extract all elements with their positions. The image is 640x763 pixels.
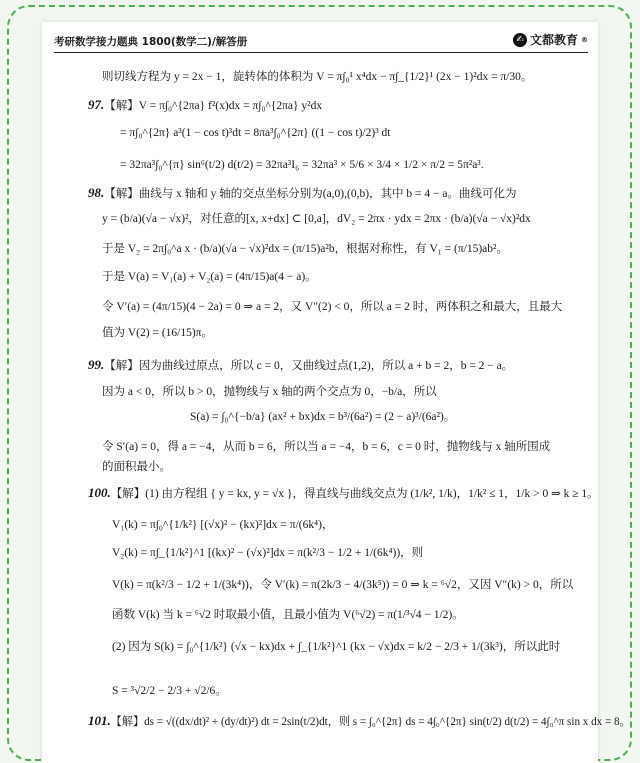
brand-name: 文都教育 <box>529 33 578 47</box>
solution-text: 令 V′(a) = (4π/15)(4 − 2a) = 0 ⇒ a = 2，又 V″(2) < 0，所以 a = 2 时，两体积之和最大，且最大 <box>102 301 563 313</box>
solution-line <box>102 460 171 474</box>
solution-line <box>112 518 333 532</box>
solution-line <box>102 212 531 226</box>
problem-number: 97. <box>88 97 105 112</box>
solution-line <box>112 640 560 654</box>
solution-text: 则切线方程为 y = 2x − 1，旋转体的体积为 V = π∫₀¹ x⁴dx − π∫_{1/2}¹ (2x − 1)²dx = π/30。 <box>102 71 533 83</box>
solution-line <box>102 300 562 314</box>
solution-text: V(k) = π(k²/3 − 1/2 + 1/(3k⁴))，令 V′(k) = π(2k/3 − 4/(3k⁵)) = 0 ⇒ k = ⁶√2，又因 V″(k) > 0，所以 <box>112 579 574 591</box>
solution-line <box>88 714 631 729</box>
brand-logo <box>513 31 588 48</box>
problem-number: 100. <box>88 485 111 500</box>
solution-text: V₁(k) = π∫₀^{1/k²} [(√x)² − (kx)²]dx = π/(6k⁴)， <box>112 519 334 531</box>
registered-mark: ® <box>581 35 588 44</box>
solution-line <box>102 440 550 454</box>
solution-line <box>88 98 322 113</box>
solution-line <box>102 270 317 284</box>
solution-line <box>88 358 513 373</box>
solution-text: = π∫₀^{2π} a³(1 − cos t)³dt = 8πa³∫₀^{2π} ((1 − cos t)/2)³ dt <box>120 127 391 139</box>
problem-number: 99. <box>88 357 105 372</box>
solution-text: S(a) = ∫₀^{−b/a} (ax² + bx)dx = b³/(6a²) = (2 − a)³/(6a²)。 <box>190 411 456 423</box>
page-header <box>54 30 588 53</box>
solution-text: 于是 V₂ = 2π∫₀^a x · (b/a)(√a − √x)²dx = (π/15)a²b，根据对称性，有 V₁ = (π/15)ab²。 <box>102 243 508 255</box>
solution-line <box>88 186 517 201</box>
solution-text: 【解】V = π∫₀^{2πa} f²(x)dx = π∫₀^{2πa} y²dx <box>104 100 323 112</box>
solution-text: 【解】(1) 由方程组 { y = kx, y = √x }，得直线与曲线交点为 (1/k², 1/k)，1/k² ≤ 1，1/k > 0 ⇒ k ≥ 1。 <box>110 488 599 500</box>
solution-text: 因为 a < 0，所以 b > 0，抛物线与 x 轴的两个交点为 0，−b/a，所以 <box>102 386 437 398</box>
solution-line <box>112 684 227 698</box>
solution-text: 值为 V(2) = (16/15)π。 <box>102 327 213 339</box>
solution-line <box>112 608 464 622</box>
solution-text: 【解】ds = √((dx/dt)² + (dy/dt)²) dt = 2sin(t/2)dt，则 s = ∫₀^{2π} ds = 4∫₀^{2π} sin(t/2) d(t/2) = 4∫₀^π sin x dx = 8。 <box>110 716 631 728</box>
solution-text: 于是 V(a) = V₁(a) + V₂(a) = (4π/15)a(4 − a)。 <box>102 271 317 283</box>
solution-line <box>120 126 390 140</box>
solution-text: (2) 因为 S(k) = ∫₀^{1/k²} (√x − kx)dx + ∫_{1/k²}^1 (kx − √x)dx = k/2 − 2/3 + 1/(3k³)，所以此时 <box>112 641 561 653</box>
solution-text: 函数 V(k) 当 k = ⁶√2 时取最小值，且最小值为 V(⁶√2) = π(1/³√4 − 1/2)。 <box>112 609 464 621</box>
solution-line <box>190 410 455 424</box>
solution-text: S = ³√2/2 − 2/3 + √2/6。 <box>112 685 227 697</box>
problem-number: 98. <box>88 185 105 200</box>
book-title: 考研数学接力题典 1800(数学二)/解答册 <box>54 36 248 48</box>
brand-mark-icon: ✍ <box>513 33 527 47</box>
solution-line <box>88 486 599 501</box>
solution-text: 【解】因为曲线过原点，所以 c = 0，又曲线过点(1,2)，所以 a + b = 2，b = 2 − a。 <box>104 360 514 372</box>
solution-text: 令 S′(a) = 0，得 a = −4，从而 b = 6，所以当 a = −4，b = 6，c = 0 时，抛物线与 x 轴所围成 <box>102 441 551 453</box>
problem-number: 101. <box>88 713 111 728</box>
solution-text: y = (b/a)(√a − √x)²，对任意的[x, x+dx] ⊂ [0,a]，dV₂ = 2πx · ydx = 2πx · (b/a)(√a − √x)²dx <box>102 213 531 225</box>
solution-text: 【解】曲线与 x 轴和 y 轴的交点坐标分别为(a,0),(0,b)，其中 b = 4 − a。曲线可化为 <box>104 188 517 200</box>
solution-text: 的面积最小。 <box>102 461 171 473</box>
solution-line <box>102 70 532 84</box>
solution-line <box>102 242 508 256</box>
solution-line <box>112 578 573 592</box>
solution-text: V₂(k) = π∫_{1/k²}^1 [(kx)² − (√x)²]dx = π(k²/3 − 1/2 + 1/(6k⁴))，则 <box>112 547 424 559</box>
solution-line <box>112 546 423 560</box>
solution-line <box>120 158 484 172</box>
solution-text: = 32πa³∫₀^{π} sin⁶(t/2) d(t/2) = 32πa³I₆ = 32πa³ × 5/6 × 3/4 × 1/2 × π/2 = 5π²a³. <box>120 159 484 171</box>
solution-line <box>102 385 437 399</box>
solution-line <box>102 326 213 340</box>
